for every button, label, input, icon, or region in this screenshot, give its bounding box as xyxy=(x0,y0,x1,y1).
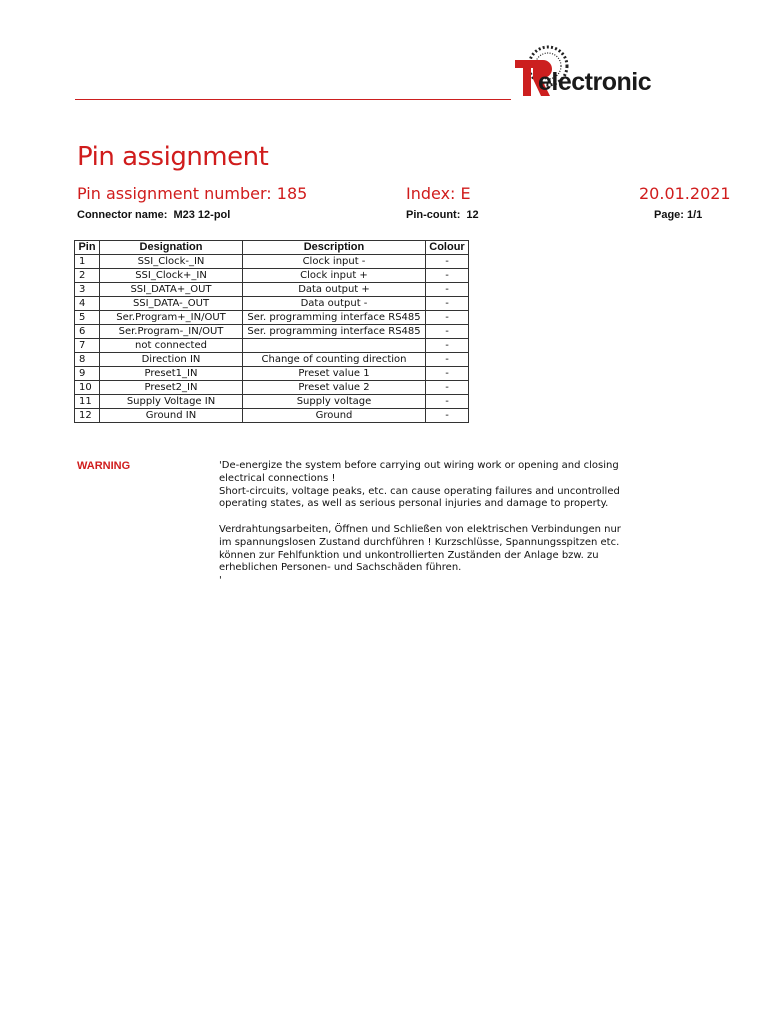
table-row xyxy=(75,283,469,297)
cell-description: Ground xyxy=(243,409,426,423)
cell-description: Change of counting direction xyxy=(243,353,426,367)
table-row xyxy=(75,367,469,381)
warning-label: WARNING xyxy=(77,460,131,472)
pincount-label: Pin-count: xyxy=(406,209,461,221)
cell-designation: SSI_DATA-_OUT xyxy=(100,297,243,311)
cell-description: Data output + xyxy=(243,283,426,297)
cell-pin: 3 xyxy=(75,283,100,297)
cell-description: Supply voltage xyxy=(243,395,426,409)
cell-pin: 10 xyxy=(75,381,100,395)
warning-de-text: Verdrahtungsarbeiten, Öffnen und Schließen von elektrischen Verbindungen nur im spannungslosen Zustand durchführen ! Kurzschlüsse, Spannungsspitzen etc. können zur Fehlfunktion und unkontrollierten Zuständen der Anlage bzw. zu erheblichen Personen- und Sachschäden führen. xyxy=(219,523,621,574)
cell-description: Data output - xyxy=(243,297,426,311)
cell-designation: Preset2_IN xyxy=(100,381,243,395)
cell-pin: 6 xyxy=(75,325,100,339)
table-row xyxy=(75,381,469,395)
cell-designation: not connected xyxy=(100,339,243,353)
cell-designation: Ser.Program-_IN/OUT xyxy=(100,325,243,339)
header-colour: Colour xyxy=(426,241,469,255)
cell-description: Preset value 2 xyxy=(243,381,426,395)
connector-name xyxy=(77,210,230,221)
cell-description: Ser. programming interface RS485 xyxy=(243,311,426,325)
table-row xyxy=(75,325,469,339)
cell-description: Preset value 1 xyxy=(243,367,426,381)
table-row xyxy=(75,311,469,325)
table-row xyxy=(75,255,469,269)
table-row xyxy=(75,409,469,423)
pincount-value: 12 xyxy=(466,209,479,221)
cell-designation: SSI_Clock+_IN xyxy=(100,269,243,283)
cell-pin: 5 xyxy=(75,311,100,325)
pin-count xyxy=(406,210,479,221)
cell-colour: - xyxy=(426,409,469,423)
cell-designation: Ground IN xyxy=(100,409,243,423)
page-number: Page: 1/1 xyxy=(654,209,703,221)
connector-label: Connector name: xyxy=(77,209,168,221)
cell-pin: 8 xyxy=(75,353,100,367)
index-label: Index: E xyxy=(406,184,471,203)
cell-colour: - xyxy=(426,297,469,311)
cell-colour: - xyxy=(426,339,469,353)
cell-designation: Preset1_IN xyxy=(100,367,243,381)
cell-colour: - xyxy=(426,283,469,297)
logo-wordmark: electronic xyxy=(538,68,652,96)
cell-designation: Supply Voltage IN xyxy=(100,395,243,409)
cell-description: Ser. programming interface RS485 xyxy=(243,325,426,339)
header-rule xyxy=(75,99,511,100)
table-row xyxy=(75,339,469,353)
cell-colour: - xyxy=(426,311,469,325)
connector-value: M23 12-pol xyxy=(173,209,231,221)
cell-pin: 12 xyxy=(75,409,100,423)
cell-colour: - xyxy=(426,367,469,381)
cell-pin: 9 xyxy=(75,367,100,381)
table-header-row xyxy=(75,241,469,255)
table-row xyxy=(75,269,469,283)
cell-colour: - xyxy=(426,325,469,339)
cell-pin: 4 xyxy=(75,297,100,311)
header-pin: Pin xyxy=(75,241,100,255)
cell-designation: SSI_DATA+_OUT xyxy=(100,283,243,297)
header-description: Description xyxy=(243,241,426,255)
cell-colour: - xyxy=(426,269,469,283)
pin-table-body xyxy=(75,255,469,423)
header-designation: Designation xyxy=(100,241,243,255)
cell-pin: 11 xyxy=(75,395,100,409)
cell-designation: Ser.Program+_IN/OUT xyxy=(100,311,243,325)
table-row xyxy=(75,395,469,409)
table-row xyxy=(75,353,469,367)
cell-colour: - xyxy=(426,395,469,409)
cell-pin: 1 xyxy=(75,255,100,269)
cell-pin: 7 xyxy=(75,339,100,353)
warning-text xyxy=(219,460,629,588)
warning-en-line2: Short-circuits, voltage peaks, etc. can cause operating failures and uncontrolled operating states, as well as serious personal injuries and damage to property. xyxy=(219,485,620,510)
cell-colour: - xyxy=(426,381,469,395)
cell-designation: Direction IN xyxy=(100,353,243,367)
page-title: Pin assignment xyxy=(77,142,269,172)
warning-en-line1: 'De-energize the system before carrying out wiring work or opening and closing electrical connections ! xyxy=(219,460,619,484)
cell-description: Clock input - xyxy=(243,255,426,269)
cell-designation: SSI_Clock-_IN xyxy=(100,255,243,269)
document-date: 20.01.2021 xyxy=(639,184,731,203)
pin-table xyxy=(74,240,469,423)
warning-closing-quote: ' xyxy=(219,575,222,587)
cell-colour: - xyxy=(426,353,469,367)
cell-description xyxy=(243,339,426,353)
table-row xyxy=(75,297,469,311)
pin-assignment-number: Pin assignment number: 185 xyxy=(77,184,308,203)
cell-pin: 2 xyxy=(75,269,100,283)
cell-description: Clock input + xyxy=(243,269,426,283)
cell-colour: - xyxy=(426,255,469,269)
